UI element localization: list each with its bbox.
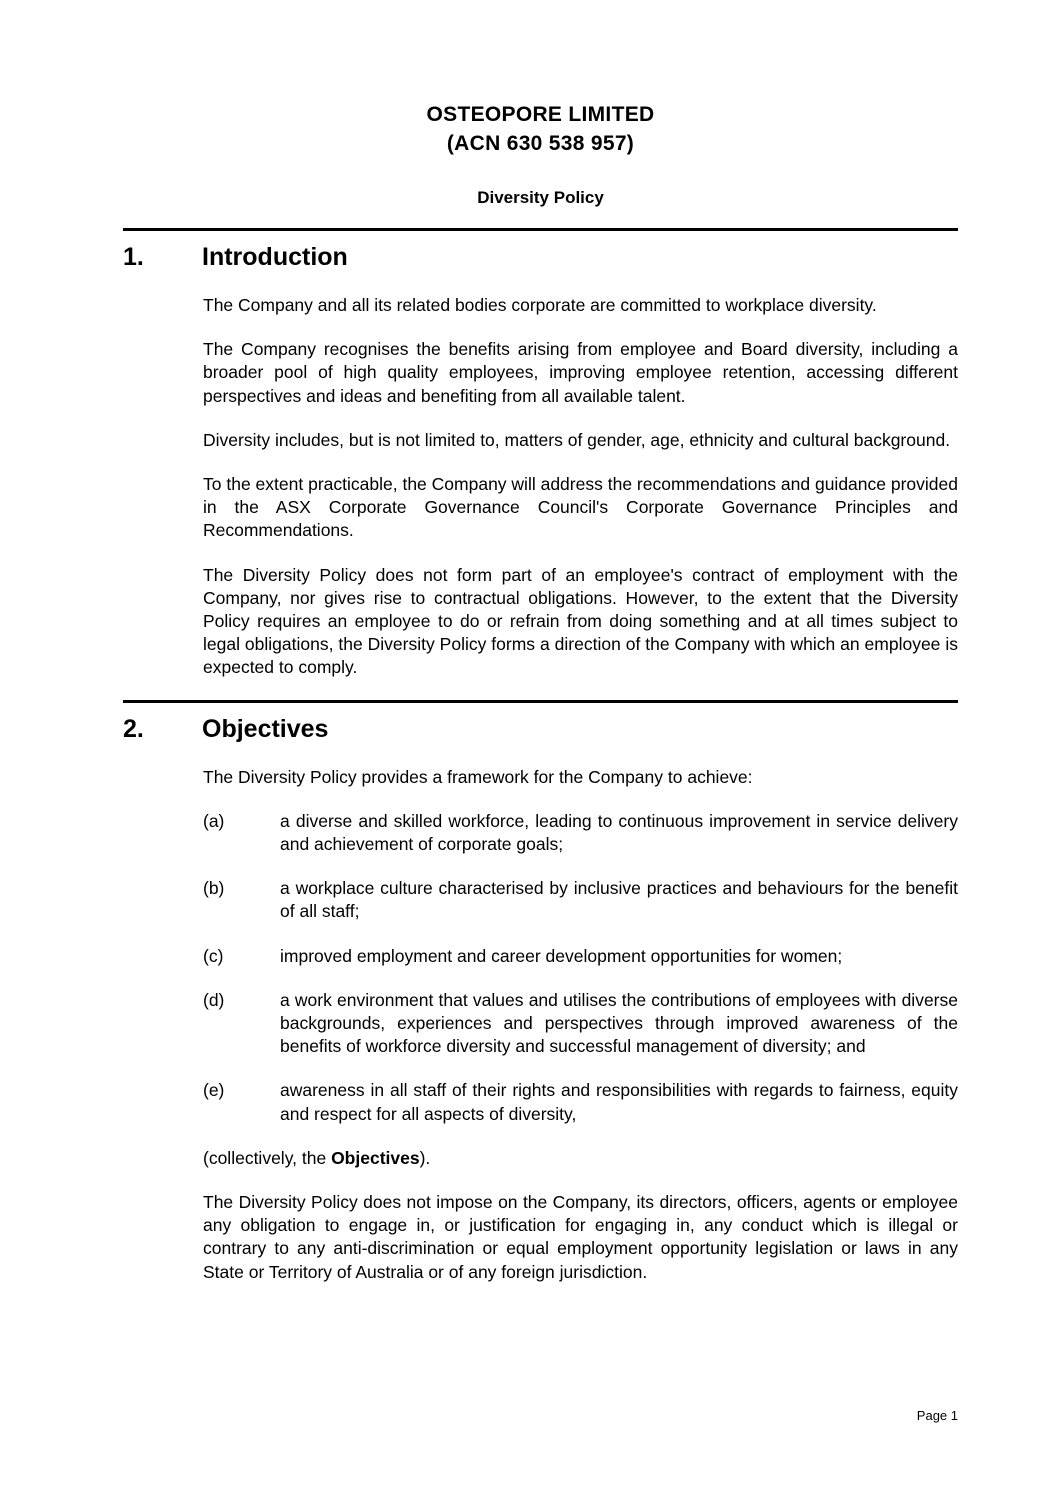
company-name: OSTEOPORE LIMITED [426, 103, 655, 126]
objectives-term: Objectives [331, 1147, 420, 1168]
list-item-label: (a) [203, 810, 225, 831]
list-item [203, 810, 958, 856]
section-title: Objectives [202, 714, 329, 743]
list-item-text: a diverse and skilled workforce, leading to continuous improvement in service delivery and achievement of corporate goals; [280, 810, 958, 855]
page-number: Page 1 [916, 1408, 958, 1423]
section-number: 2. [123, 714, 144, 743]
collective-prefix: (collectively, the [203, 1147, 332, 1168]
section-title: Introduction [202, 243, 348, 271]
paragraph: To the extent practicable, the Company will address the recommendations and guidance provided in the ASX Corporate Governance Council's Corporate Governance Principles and Recommendations. [203, 474, 958, 541]
document-page [123, 0, 958, 1497]
paragraph: Diversity includes, but is not limited to, matters of gender, age, ethnicity and cultural background. [203, 429, 951, 450]
list-item [203, 1079, 958, 1125]
document-header [123, 100, 958, 158]
section-2-closing [203, 1191, 958, 1284]
section-divider [123, 228, 958, 231]
section-1-heading [123, 242, 958, 273]
section-2-body [203, 766, 958, 1126]
section-divider [123, 700, 958, 703]
paragraph: The Diversity Policy does not impose on the Company, its directors, officers, agents or employee any obligation to engage in, or justification for engaging in, any conduct which is illegal or contrary to any anti-discrimination or equal employment opportunity legislation or laws in any State or Territory of Australia or of any foreign jurisdiction. [203, 1192, 958, 1282]
section-number: 1. [123, 243, 144, 271]
list-item [203, 877, 958, 923]
list-item-label: (b) [203, 878, 225, 899]
list-item [203, 989, 958, 1059]
section-2-heading [123, 714, 958, 745]
list-item-text: awareness in all staff of their rights and responsibilities with regards to fairness, equity and respect for all aspects of diversity, [280, 1080, 958, 1124]
collective-definition-line [203, 1147, 958, 1170]
list-item [203, 945, 958, 968]
paragraph: The Diversity Policy does not form part of an employee's contract of employment with the Company, nor gives rise to contractual obligations. However, to the extent that the Diversity Policy requires an employee to do or refrain from doing something and at all times subject to legal obligations, the Diversity Policy forms a direction of the Company with which an employee is expected to comply. [203, 564, 958, 678]
paragraph: The Diversity Policy provides a framework for the Company to achieve: [203, 766, 753, 787]
list-item-label: (d) [203, 989, 225, 1010]
list-item-label: (e) [203, 1080, 225, 1101]
company-acn: (ACN 630 538 957) [446, 132, 635, 155]
list-item-label: (c) [203, 945, 224, 966]
section-1-body [203, 294, 958, 680]
paragraph: The Company and all its related bodies corporate are committed to workplace diversity. [203, 295, 877, 315]
collective-suffix: ). [419, 1147, 431, 1168]
list-item-text: a workplace culture characterised by inclusive practices and behaviours for the benefit of all staff; [280, 878, 958, 922]
paragraph: The Company recognises the benefits arising from employee and Board diversity, including a broader pool of high quality employees, improving employee retention, accessing different perspectives and ideas and benefiting from all available talent. [203, 339, 958, 406]
document-title: Diversity Policy [477, 188, 604, 207]
list-item-text: a work environment that values and utilises the contributions of employees with diverse backgrounds, experiences and perspectives through improved awareness of the benefits of workforce diversity and successful management of diversity; and [280, 989, 958, 1057]
list-item-text: improved employment and career development opportunities for women; [280, 945, 843, 966]
